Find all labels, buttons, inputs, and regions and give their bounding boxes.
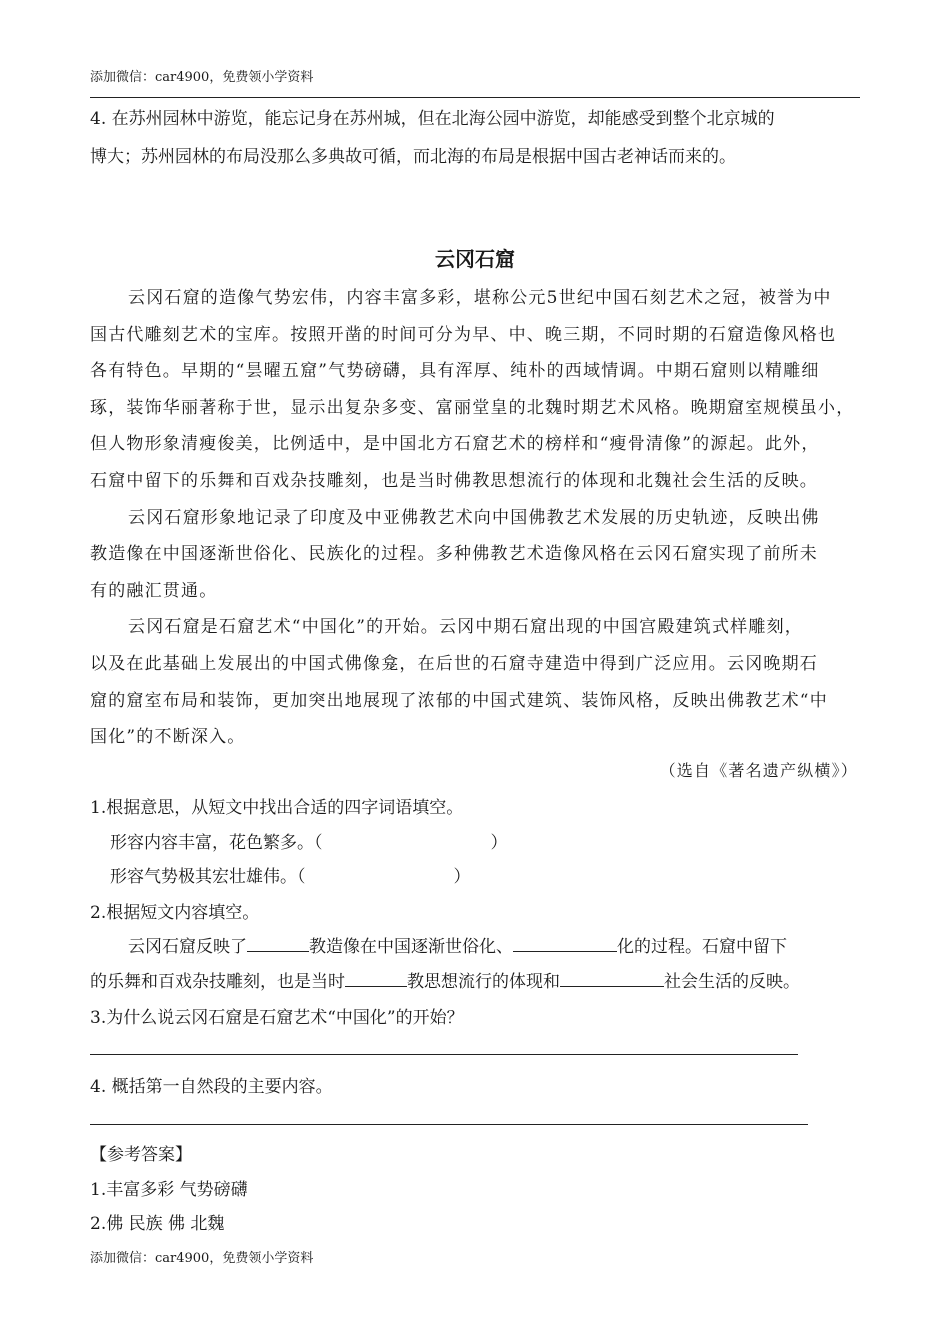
question-1a bbox=[110, 828, 508, 853]
header-rule bbox=[90, 97, 860, 98]
q2-text-a: 云冈石窟反映了 bbox=[128, 937, 247, 957]
article-line: 各有特色。早期的“昙曜五窟”气势磅礴，具有浑厚、纯朴的西域情调。中期石窟则以精雕细 bbox=[90, 361, 820, 381]
question-2: 2.根据短文内容填空。 bbox=[90, 903, 260, 923]
q2-blank-1[interactable] bbox=[247, 933, 309, 952]
article-line: 但人物形象清瘦俊美，比例适中，是中国北方石窟艺术的榜样和“瘦骨清像”的源起。此外， bbox=[90, 434, 820, 454]
page-footer: 添加微信：car4900，免费领小学资料 bbox=[90, 1251, 314, 1266]
q2-blank-3[interactable] bbox=[345, 968, 407, 987]
q2-text-d: 的乐舞和百戏杂技雕刻，也是当时 bbox=[90, 972, 345, 992]
article-line: 以及在此基础上发展出的中国式佛像龛，在后世的石窟寺建造中得到广泛应用。云冈晚期石 bbox=[90, 654, 818, 674]
article-title: 云冈石窟 bbox=[435, 247, 515, 271]
article-line: 云冈石窟是石窟艺术“中国化”的开始。云冈中期石窟出现的中国宫殿建筑式样雕刻， bbox=[128, 617, 803, 637]
question-4-answer-line[interactable] bbox=[90, 1124, 808, 1125]
answer-1: 1.丰富多彩 气势磅礴 bbox=[90, 1180, 248, 1200]
q2-blank-2[interactable] bbox=[513, 933, 617, 952]
question-2-line-2 bbox=[90, 967, 800, 992]
article-line: 国化”的不断深入。 bbox=[90, 727, 246, 747]
question-1b-close: ） bbox=[453, 867, 471, 887]
article-line: 国古代雕刻艺术的宝库。按照开凿的时间可分为早、中、晚三期，不同时期的石窟造像风格也 bbox=[90, 325, 837, 345]
question-2-line-1 bbox=[128, 932, 787, 957]
article-line: 琢，装饰华丽著称于世，显示出复杂多变、富丽堂皇的北魏时期艺术风格。晚期窟室规模虽小， bbox=[90, 398, 855, 418]
question-1b-text: 形容气势极其宏壮雄伟。（ bbox=[110, 867, 306, 887]
q2-text-e: 教思想流行的体现和 bbox=[407, 972, 560, 992]
article-line: 云冈石窟的造像气势宏伟，内容丰富多彩，堪称公元5世纪中国石刻艺术之冠，被誉为中 bbox=[128, 288, 832, 308]
question-3-answer-line[interactable] bbox=[90, 1054, 798, 1055]
prev-item-line-2: 博大；苏州园林的布局没那么多典故可循，而北海的布局是根据中国古老神话而来的。 bbox=[90, 147, 736, 167]
q2-text-c: 化的过程。石窟中留下 bbox=[617, 937, 787, 957]
q2-blank-4[interactable] bbox=[560, 968, 664, 987]
question-4: 4. 概括第一自然段的主要内容。 bbox=[90, 1077, 333, 1097]
article-source: （选自《著名遗产纵横》） bbox=[659, 761, 858, 780]
article-line: 教造像在中国逐渐世俗化、民族化的过程。多种佛教艺术造像风格在云冈石窟实现了前所未 bbox=[90, 544, 818, 564]
question-1a-text: 形容内容丰富，花色繁多。（ bbox=[110, 833, 323, 853]
q2-text-b: 教造像在中国逐渐世俗化、 bbox=[309, 937, 513, 957]
q2-text-f: 社会生活的反映。 bbox=[664, 972, 800, 992]
question-1a-close: ） bbox=[490, 833, 508, 853]
article-line: 有的融汇贯通。 bbox=[90, 581, 218, 601]
article-line: 窟的窟室布局和装饰，更加突出地展现了浓郁的中国式建筑、装饰风格，反映出佛教艺术“中 bbox=[90, 691, 828, 711]
question-3: 3.为什么说云冈石窟是石窟艺术“中国化”的开始？ bbox=[90, 1008, 464, 1028]
question-1b bbox=[110, 862, 471, 887]
article-line: 云冈石窟形象地记录了印度及中亚佛教艺术向中国佛教艺术发展的历史轨迹，反映出佛 bbox=[128, 508, 820, 528]
page-header: 添加微信：car4900，免费领小学资料 bbox=[90, 70, 314, 85]
article-line: 石窟中留下的乐舞和百戏杂技雕刻，也是当时佛教思想流行的体现和北魏社会生活的反映。 bbox=[90, 471, 818, 491]
prev-item-line-1: 4. 在苏州园林中游览，能忘记身在苏州城，但在北海公园中游览，却能感受到整个北京城的 bbox=[90, 109, 775, 129]
answers-heading: 【参考答案】 bbox=[90, 1145, 192, 1165]
answer-2: 2.佛 民族 佛 北魏 bbox=[90, 1214, 225, 1234]
question-1: 1.根据意思，从短文中找出合适的四字词语填空。 bbox=[90, 798, 464, 818]
